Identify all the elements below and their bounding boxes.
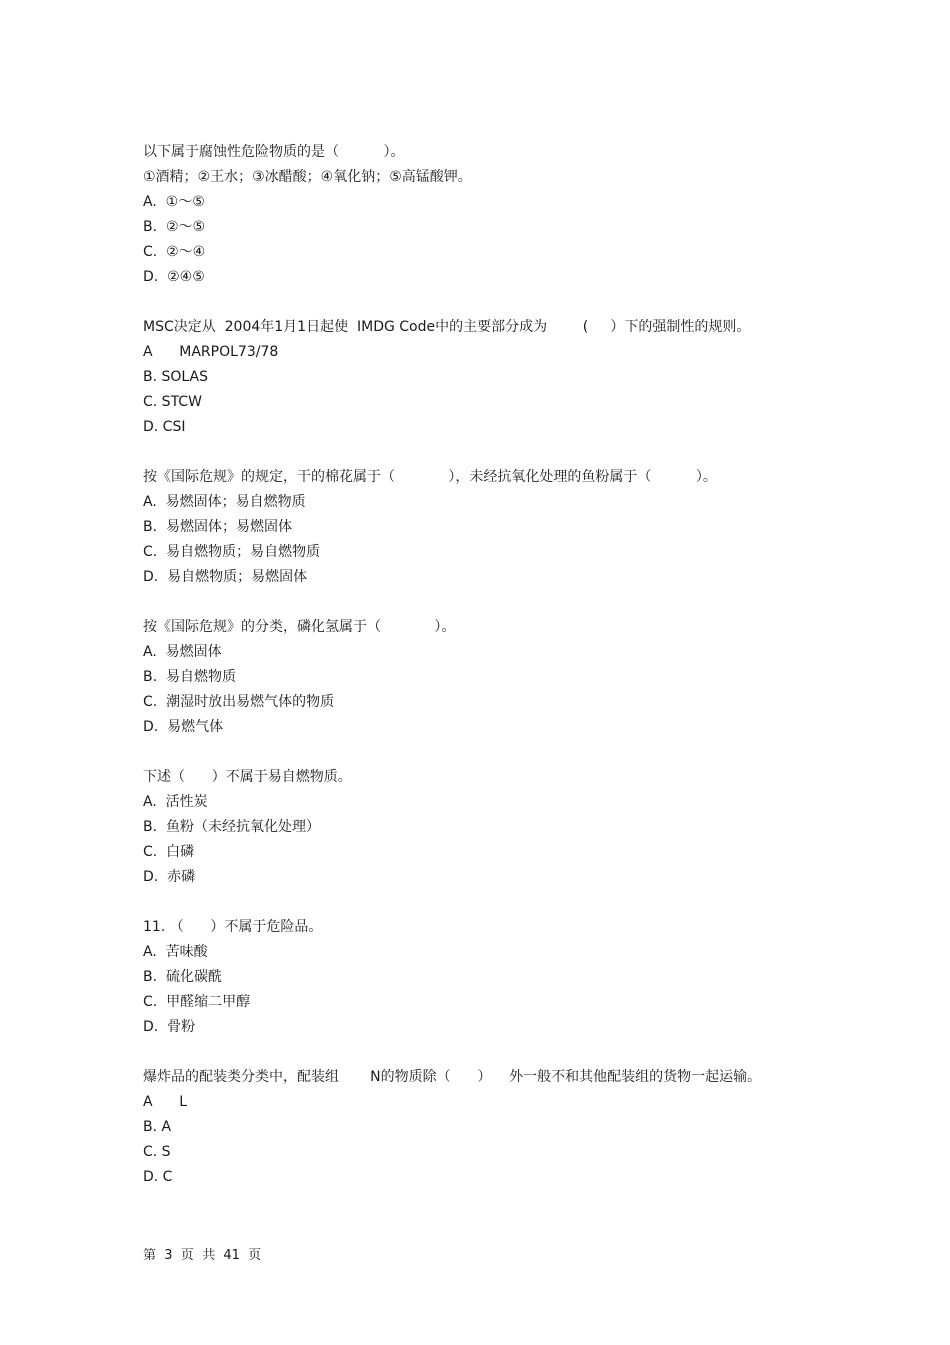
question-list (143, 140, 843, 1215)
question-5 (143, 765, 843, 890)
option-c: C. 甲醛缩二甲醇 (143, 994, 251, 1010)
question-stem: MSC决定从 2004年1月1日起使 IMDG Code中的主要部分成为 ( ）下的强制性的规则。 (143, 319, 751, 335)
option-a: A. 易燃固体；易自燃物质 (143, 494, 306, 510)
question-stem: 11. （ ）不属于危险品。 (143, 919, 323, 935)
option-b: B. 易燃固体；易燃固体 (143, 519, 292, 535)
option-a: A. ①～⑤ (143, 194, 205, 210)
option-a: A MARPOL73/78 (143, 344, 279, 360)
option-b: B. ②～⑤ (143, 219, 206, 235)
question-2 (143, 315, 843, 440)
option-b: B. 硫化碳酰 (143, 969, 222, 985)
option-c: C. STCW (143, 394, 202, 410)
question-6 (143, 915, 843, 1040)
option-a: A. 苦味酸 (143, 944, 208, 960)
question-stem: 按《国际危规》的规定，干的棉花属于（ ），未经抗氧化处理的鱼粉属于（ ）。 (143, 469, 717, 485)
option-c: C. 易自燃物质；易自燃物质 (143, 544, 321, 560)
question-stem: 下述（ ）不属于易自燃物质。 (143, 769, 352, 785)
question-4 (143, 615, 843, 740)
question-stem: 按《国际危规》的分类，磷化氢属于（ ）。 (143, 619, 456, 635)
question-3 (143, 465, 843, 590)
option-b: B. 鱼粉（未经抗氧化处理） (143, 819, 320, 835)
option-b: B. A (143, 1119, 172, 1135)
option-d: D. CSI (143, 419, 186, 435)
option-d: D. C (143, 1169, 173, 1185)
option-b: B. SOLAS (143, 369, 208, 385)
option-d: D. 易燃气体 (143, 719, 224, 735)
question-line: ①酒精；②王水；③冰醋酸；④氧化钠；⑤高锰酸钾。 (143, 169, 472, 185)
option-a: A. 活性炭 (143, 794, 208, 810)
option-b: B. 易自燃物质 (143, 669, 236, 685)
question-stem: 以下属于腐蚀性危险物质的是（ ）。 (143, 144, 405, 160)
question-1 (143, 140, 843, 290)
question-7 (143, 1065, 843, 1190)
option-c: C. S (143, 1144, 171, 1160)
option-c: C. ②～④ (143, 244, 206, 260)
option-a: A L (143, 1094, 188, 1110)
option-c: C. 白磷 (143, 844, 195, 860)
question-stem: 爆炸品的配装类分类中，配装组 N的物质除（ ） 外一般不和其他配装组的货物一起运输。 (143, 1069, 762, 1085)
option-d: D. 易自燃物质；易燃固体 (143, 569, 308, 585)
option-a: A. 易燃固体 (143, 644, 222, 660)
option-d: D. ②④⑤ (143, 269, 205, 285)
option-c: C. 潮湿时放出易燃气体的物质 (143, 694, 335, 710)
option-d: D. 骨粉 (143, 1019, 196, 1035)
option-d: D. 赤磷 (143, 869, 196, 885)
page-number-footer: 第 3 页 共 41 页 (143, 1248, 262, 1263)
